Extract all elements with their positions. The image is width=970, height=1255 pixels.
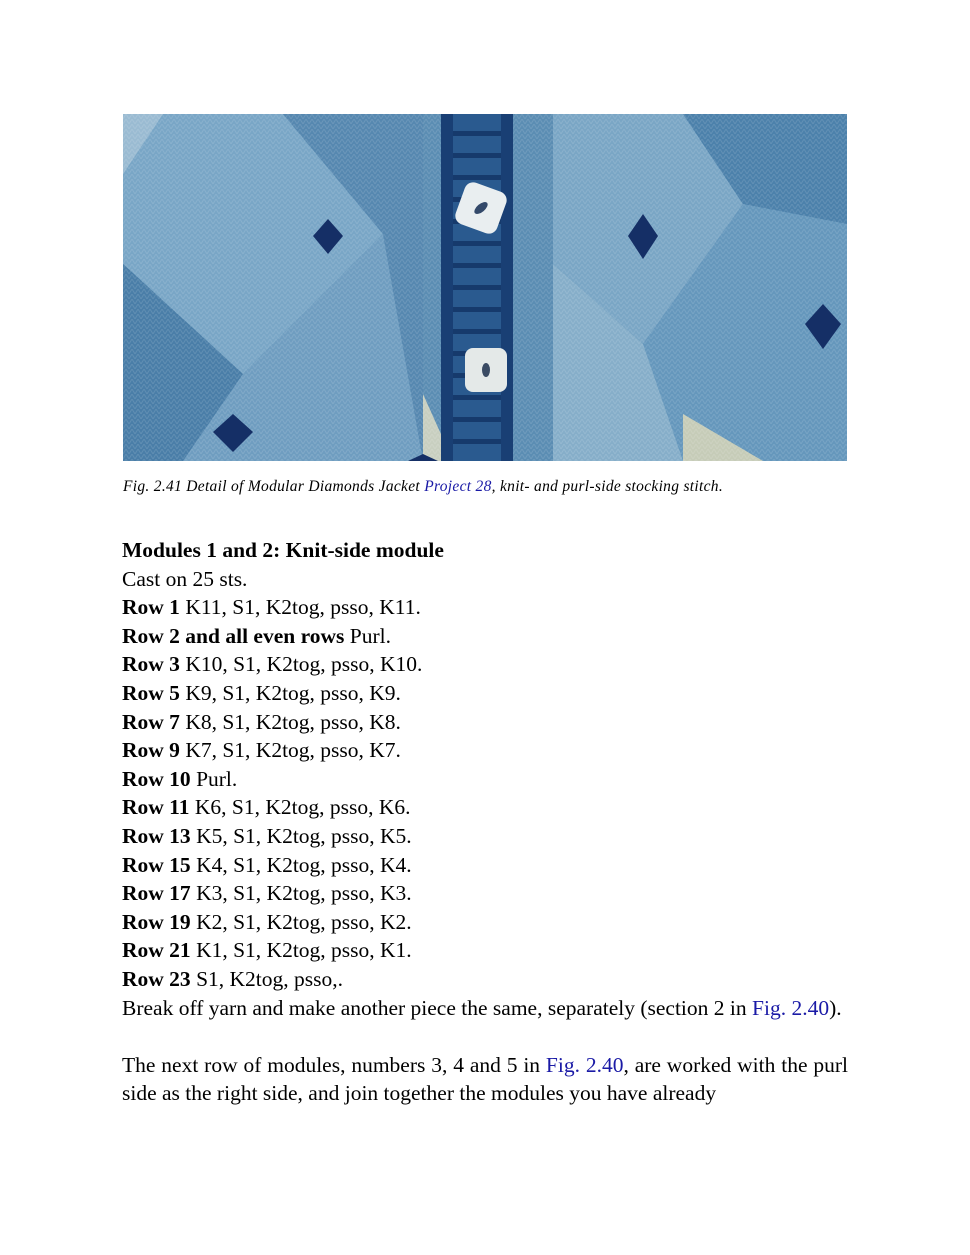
pattern-instructions (122, 536, 848, 1108)
row-line: Row 23 S1, K2tog, psso,. (122, 966, 344, 991)
figure-caption (123, 478, 847, 496)
next-paragraph: The next row of modules, numbers 3, 4 and 5 in Fig. 2.40, are worked with the purl side as the right side, and join together the modules you have already (122, 1052, 848, 1106)
button-bottom-icon (465, 348, 507, 392)
row-line: Row 13 K5, S1, K2tog, psso, K5. (122, 823, 412, 848)
row-line: Row 5 K9, S1, K2tog, psso, K9. (122, 680, 401, 705)
cast-on-text: Cast on 25 sts. (122, 566, 248, 591)
caption-prefix: Fig. 2.41 Detail of Modular Diamonds Jacket (123, 478, 425, 495)
fig-2-40-link[interactable]: Fig. 2.40 (545, 1052, 624, 1077)
row-line: Row 21 K1, S1, K2tog, psso, K1. (122, 938, 412, 963)
row-line: Row 10 Purl. (122, 766, 238, 791)
row-line: Row 7 K8, S1, K2tog, psso, K8. (122, 709, 401, 734)
row-line: Row 2 and all even rows Purl. (122, 623, 391, 648)
row-line: Row 17 K3, S1, K2tog, psso, K3. (122, 881, 412, 906)
row-line: Row 3 K10, S1, K2tog, psso, K10. (122, 652, 423, 677)
section-heading: Modules 1 and 2: Knit-side module (122, 538, 444, 562)
caption-suffix: , knit- and purl-side stocking stitch. (491, 478, 724, 495)
project-link[interactable]: Project 28 (424, 478, 492, 495)
break-off-paragraph: Break off yarn and make another piece the same, separately (section 2 in Fig. 2.40). (122, 995, 842, 1020)
row-line: Row 9 K7, S1, K2tog, psso, K7. (122, 738, 401, 763)
row-line: Row 1 K11, S1, K2tog, psso, K11. (122, 595, 421, 620)
row-line: Row 15 K4, S1, K2tog, psso, K4. (122, 852, 412, 877)
row-line: Row 19 K2, S1, K2tog, psso, K2. (122, 909, 412, 934)
knitted-jacket-photo (123, 114, 847, 461)
row-line: Row 11 K6, S1, K2tog, psso, K6. (122, 795, 411, 820)
knitting-illustration (123, 114, 847, 461)
fig-2-40-link[interactable]: Fig. 2.40 (752, 995, 830, 1020)
